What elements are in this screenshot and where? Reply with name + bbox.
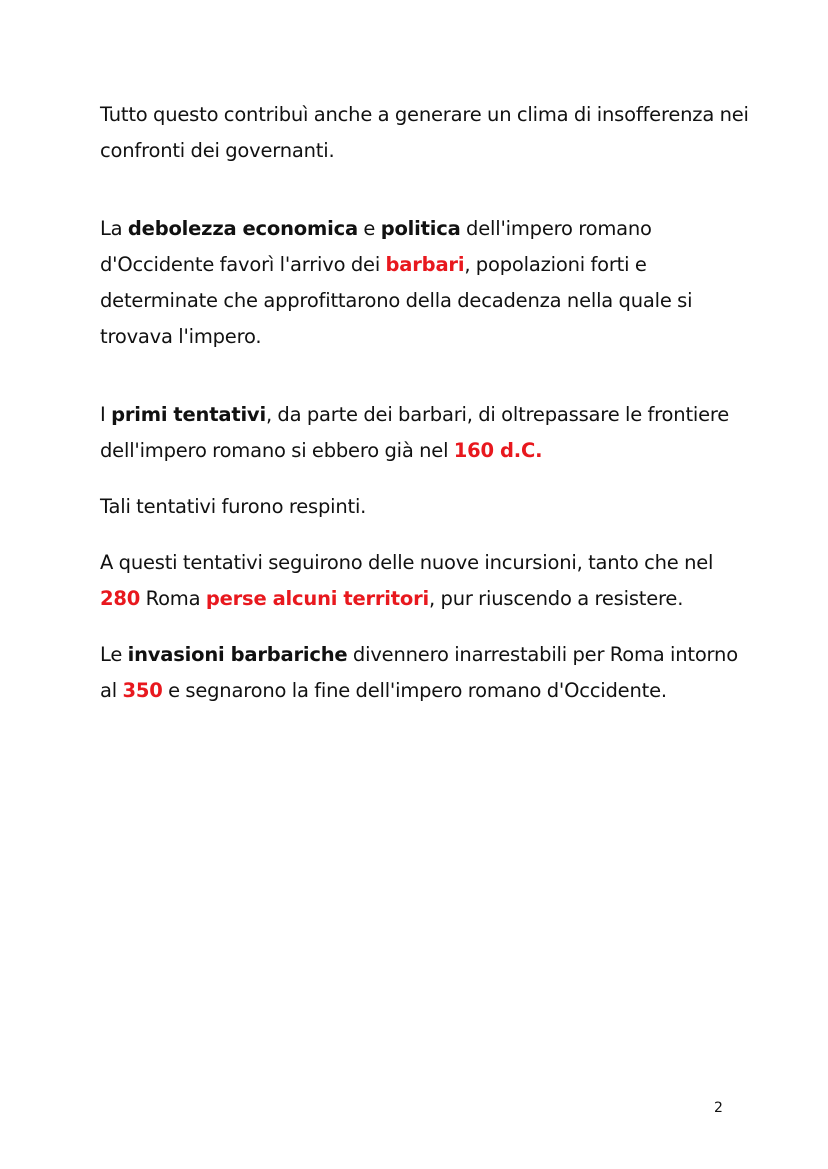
text-run: La bbox=[100, 217, 128, 240]
paragraph-1 bbox=[100, 97, 750, 169]
text-run: , pur riuscendo a resistere. bbox=[429, 587, 684, 610]
text-run: A questi tentativi seguirono delle nuove incursioni, tanto che nel bbox=[100, 551, 714, 574]
text-run: e segnarono la fine dell'impero romano d'Occidente. bbox=[162, 679, 667, 702]
page-number: 2 bbox=[714, 1100, 723, 1116]
paragraph-3 bbox=[100, 397, 750, 469]
highlighted-term: barbari bbox=[385, 253, 465, 276]
bold-term: debolezza economica bbox=[127, 217, 358, 240]
highlighted-term: 350 bbox=[122, 679, 163, 702]
text-run: dell'impero romano d'Occidente favorì l'arrivo dei bbox=[100, 217, 652, 276]
bold-term: primi tentativi bbox=[111, 403, 266, 426]
highlighted-term: 160 d.C. bbox=[453, 439, 543, 462]
paragraph-5 bbox=[100, 545, 750, 617]
bold-term: politica bbox=[380, 217, 461, 240]
paragraph-4 bbox=[100, 489, 750, 525]
paragraph-6 bbox=[100, 637, 750, 709]
text-run: e bbox=[357, 217, 381, 240]
bold-term: invasioni barbariche bbox=[127, 643, 348, 666]
text-run: , popolazioni forti e determinate che approfittarono della decadenza nella quale si trovava l'impero. bbox=[100, 253, 693, 348]
text-run: Tali tentativi furono respinti. bbox=[100, 495, 367, 518]
highlighted-term: 280 bbox=[100, 587, 141, 610]
document-body bbox=[100, 97, 750, 709]
text-run: divennero inarrestabili per Roma intorno al bbox=[100, 643, 738, 702]
text-run: I bbox=[100, 403, 112, 426]
text-run: Le bbox=[100, 643, 128, 666]
text-run: Roma bbox=[140, 587, 206, 610]
text-run: Tutto questo contribuì anche a generare un clima di insofferenza nei confronti dei governanti. bbox=[100, 103, 749, 162]
text-run: , da parte dei barbari, di oltrepassare le frontiere dell'impero romano si ebbero già nel bbox=[100, 403, 730, 462]
highlighted-term: perse alcuni territori bbox=[205, 587, 430, 610]
paragraph-2 bbox=[100, 211, 750, 355]
